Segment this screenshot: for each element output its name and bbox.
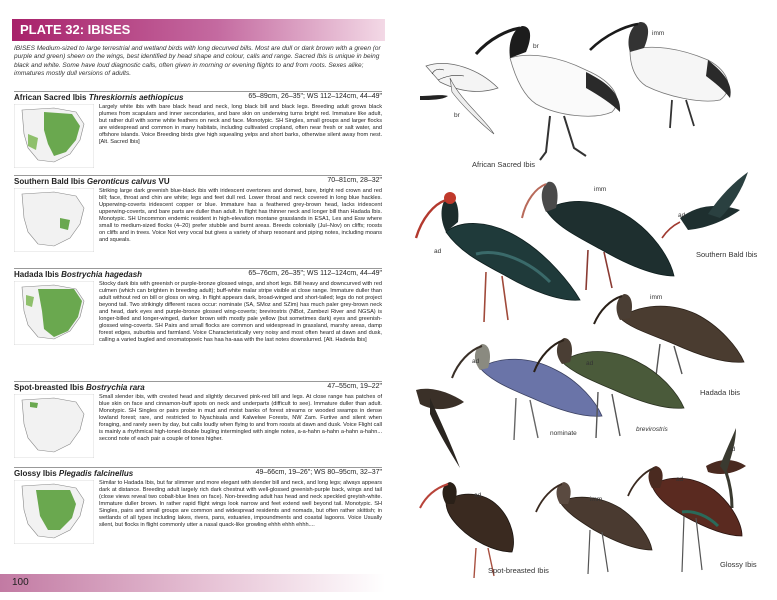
label-ad: ad [474, 492, 482, 499]
label-imm: imm [590, 496, 603, 503]
label-ad: ad [586, 360, 594, 367]
species-header [14, 175, 382, 187]
label-imm: imm [652, 30, 665, 37]
species-description: Striking large dark greenish blue-black ibis with iridescent overtones and domed, bare, bright red crown and red bill; face, throat and chin are white; legs and feet dull red. Lower throat and neck covered in long blue hackles. Upperwing-coverts iridescent copper or blue. Immature has a feathered grey-brown head, lacks iridescent upperwing-coverts, and bare parts are duller than adult. In flight has thinner neck and longer bill than Hadada Ibis. Monotypic. SH Uncommon endemic resident in high-elevation montane grasslands in ESA1, Les and Esw where small to medium-sized flocks (4–20) prefer stubble and burnt areas. Breeds colonially (Jul–Nov) on cliffs; roosts on cliffs and in trees. Voice Not very vocal but gives a variety of sharp resonant and piping notes, including moans and squeals. [99, 188, 382, 244]
caption-hadada-ibis: Hadada Ibis [700, 388, 741, 397]
species-measurements: 49–66cm, 19–26"; WS 80–95cm, 32–37" [255, 469, 382, 476]
scientific-name: Bostrychia hagedash [61, 270, 143, 279]
caption-glossy-ibis: Glossy Ibis [720, 560, 757, 569]
common-name: Spot-breasted Ibis [14, 383, 84, 392]
label-ad: ad [472, 358, 480, 365]
range-map [14, 188, 94, 252]
label-imm: imm [650, 294, 663, 301]
scientific-name: Bostrychia rara [86, 383, 145, 392]
spot-breasted-ibis-adult [420, 482, 513, 578]
text-page [0, 0, 385, 600]
species-measurements: 70–81cm, 28–32" [327, 177, 382, 184]
species-description: Similar to Hadada Ibis, but far slimmer and more elegant with slender bill and neck, and long legs; always appears dark at distance. Breeding adult largely rich dark chestnut with well-glossed greenish-purple back, wings and tail (close views reveal two cobalt-blue lines on face). Non-breeding adult has head and neck speckled greyish-white. Immature duller brown. In rather rapid flight wings look narrow and feet extend well beyond tail. Monotypic. SH Singles, pairs and small groups are common and widespread residents and nomads, but often rather skittish; in wetlands of all types including lakes, rivers, pans, estuaries, impoundments and coastal lagoons. Voice Usually silent, but flocks in flight commonly utter a nasal quack-like growling ehhh ehhh ehhh.... [99, 480, 382, 529]
label-imm: imm [594, 186, 607, 193]
label-ad: ad [728, 446, 736, 453]
label-br: br [454, 112, 460, 119]
species-header [14, 268, 382, 280]
caption-spot-breasted-ibis: Spot-breasted Ibis [488, 566, 549, 575]
species-name [14, 177, 170, 186]
page-number: 100 [12, 577, 29, 588]
range-map [14, 281, 94, 345]
plate-title: PLATE 32: IBISES [20, 22, 131, 37]
species-header [14, 467, 382, 479]
range-map [14, 104, 94, 168]
plate-header [12, 19, 385, 41]
range-map [14, 480, 94, 544]
species-name [14, 270, 142, 279]
common-name: Southern Bald Ibis [14, 177, 85, 186]
species-name [14, 469, 133, 478]
southern-bald-ibis-flying [662, 172, 748, 238]
species-description: Largely white ibis with bare black head and neck, long black bill and black legs. Breeding adult grows black plumes from scapulars and inner secondaries, and bare skin on underwing turns bright red. Immature like adult, but rather dull with some white feathers on neck and face. Monotypic. SH Singles, small groups and larger flocks are widespread and common in many habitats, including cultivated cropland, often near fresh or salt water, and offshore islands. Voice Breeding birds give high squealing yelps and short barks, otherwise silent away from nest. [Alt. Sacred Ibis] [99, 104, 382, 146]
caption-southern-bald-ibis: Southern Bald Ibis [696, 250, 758, 259]
species-description: Small slender ibis, with crested head and slightly decurved pink-red bill and legs. At close range has patches of blue skin on face and cinnamon-buff spots on neck and underparts (difficult to see). Immature duller than adult. Monotypic. SH Singles or pairs probe in mud and moist banks of forest streams or wooded swamps in dense lowland forest; rare, and restricted to Nyachisala and Kalwelwe Forests, NW Zam. Furtive and silent when foraging, and rarely seen by day, but calls loudly when flying to and from roosts at dawn and dusk. Voice Flight call is mainly a rhythmical high-toned double bugling intermingled with single notes, a-a-hahn a-hahn a-hahn a-hahn... second note of each pair a couple of tones higher. [99, 394, 382, 443]
ibis-illustration-plate [390, 0, 777, 600]
hadada-ibis-flying [416, 389, 464, 468]
scientific-name: Plegadis falcinellus [58, 469, 134, 478]
scientific-name: Threskiornis aethiopicus [88, 93, 184, 102]
species-measurements: 47–55cm, 19–22" [327, 383, 382, 390]
common-name: African Sacred Ibis [14, 93, 87, 102]
species-measurements: 65–76cm, 26–35"; WS 112–124cm, 44–49" [248, 270, 382, 277]
species-description: Stocky dark ibis with greenish or purple-bronze glossed wings, and short legs. Bill heavy and downcurved with red culmen (which can brighten in breeding adult); buff-white malar stripe visible at close range. Immature duller than adult without red on bill or gloss on wing. In flight appears dark, broad-winged and short-tailed; legs do not project beyond tail. Two strikingly different races occur: nominate (SA, SMoz and SZim) has much paler grey-brown neck and head, dark eyes and purple-bronze glossed wing-coverts; brevirostris (NBot, Zambezi River and NGSA) is longer-billed and longer-winged, darker brown with mostly pale yellow (but sometimes dark) eyes and greenish-glossed wing-coverts. SH Pairs and small flocks are common and widespread in grassland, marshy areas, damp forest edges, suburbia and farmland. Voice Characteristically very noisy and most often heard at dawn and dusk, calling a varied bugled and onomatopoeic has haa ha-aaa with the last notes downslurred. [Alt. Hadeda Ibis] [99, 281, 382, 344]
species-header [14, 91, 382, 103]
common-name: Hadada Ibis [14, 270, 59, 279]
label-ad: ad [676, 476, 684, 483]
plate-illustrations [390, 0, 777, 600]
glossy-ibis-adult [628, 466, 742, 572]
species-header [14, 381, 382, 393]
sacred-ibis-breeding [476, 26, 620, 160]
label-br: br [533, 43, 539, 50]
label-ad: ad [678, 212, 686, 219]
caption-african-sacred-ibis: African Sacred Ibis [472, 160, 535, 169]
sacred-ibis-flying [420, 63, 498, 134]
label-nominate: nominate [550, 430, 577, 437]
conservation-status: VU [158, 177, 170, 186]
common-name: Glossy Ibis [14, 469, 57, 478]
species-measurements: 65–89cm, 26–35"; WS 112–124cm, 44–49" [248, 93, 382, 100]
label-brevirostris: brevirostris [636, 426, 668, 433]
label-ad: ad [434, 248, 442, 255]
species-name [14, 93, 183, 102]
range-map [14, 394, 94, 458]
page-footer [0, 574, 385, 592]
scientific-name: Geronticus calvus [86, 177, 157, 186]
species-name [14, 383, 145, 392]
intro-paragraph: IBISES Medium-sized to large terrestrial and wetland birds with long decurved bills. Most are dull or dark brown with a green (or purple and green) sheen on the wings, best identified by head shape and colour, calls and range. Sacred Ibis is unique in being black and white. Some have loud diagnostic calls, often given in morning or evening flights to and from roots. Sexes alike; immatures mostly dull versions of adults. [14, 45, 381, 78]
